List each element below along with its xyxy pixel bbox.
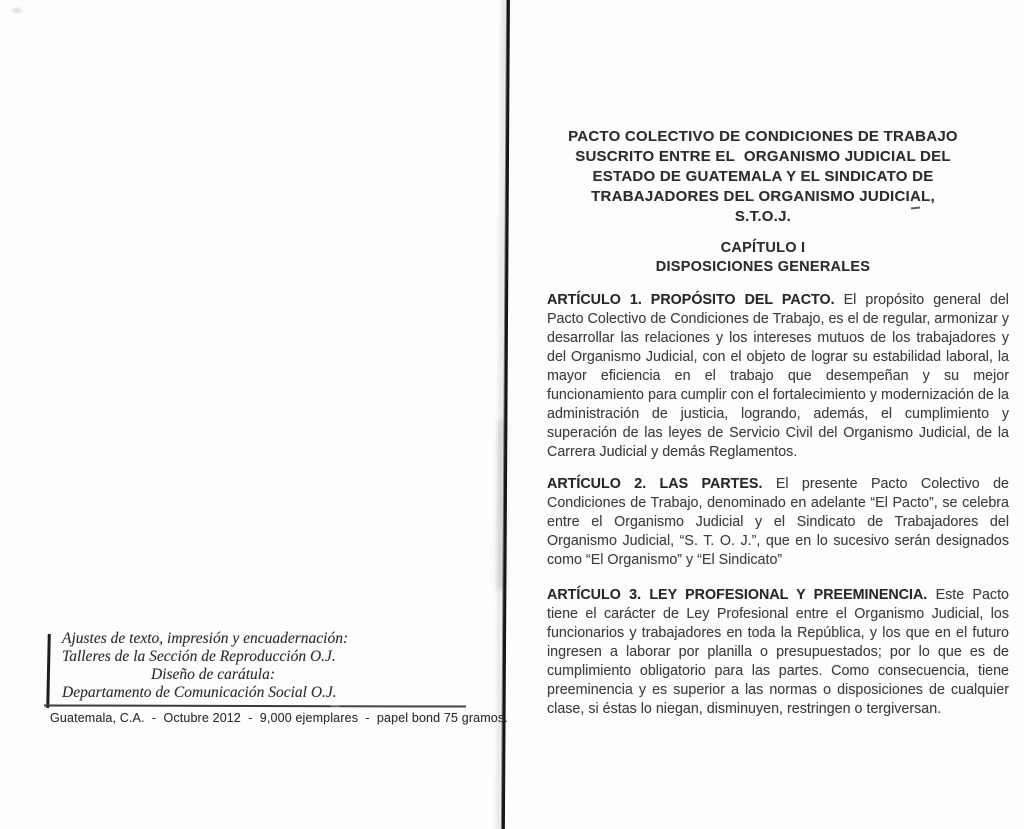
title-line: S.T.O.J.: [734, 208, 792, 225]
chapter-heading: CAPÍTULO I: [720, 240, 806, 256]
scan-speck: [10, 6, 24, 15]
title-line: PACTO COLECTIVO DE CONDICIONES DE TRABAJO: [568, 128, 958, 145]
title-line: ESTADO DE GUATEMALA Y EL SINDICATO DE: [592, 168, 934, 185]
colophon-rule: [44, 704, 466, 707]
article-2-heading: ARTÍCULO 2. LAS PARTES.: [547, 476, 763, 492]
article-3-body: Este Pacto tiene el carácter de Ley Profesional entre el Organismo Judicial, los funcionarios y trabajadores en toda la República, y los que en el futuro ingresen a laborar por planilla o presupuestados; por lo que es de cumplimiento obligatorio para las partes. Como consecuencia, tiene preeminencia y es superior a las normas o disposiciones de cualquier clase, si éstas lo niegan, disminuyen, restringen o tergiversan.: [547, 587, 1009, 717]
title-line: TRABAJADORES DEL ORGANISMO JUDICIAL,: [591, 188, 935, 205]
colophon-line: Talleres de la Sección de Reproducción O.J.: [62, 648, 336, 665]
colophon-line: Departamento de Comunicación Social O.J.: [62, 684, 337, 701]
imprint-line: Guatemala, C.A. - Octubre 2012 - 9,000 ejemplares - papel bond 75 gramos.: [50, 711, 508, 725]
article-1-body: El propósito general del Pacto Colectivo de Condiciones de Trabajo, es el de regular, armonizar y desarrollar las relaciones y los intereses mutuos de los trabajadores y del Organismo Judicial, con el objeto de lograr su estabilidad laboral, la mayor eficiencia en el trabajo que desempeñan y su mejor funcionamiento para cumplir con el fortalecimiento y modernización de la administración de justicia, logrando, además, el cumplimiento y superación de las leyes de Servicio Civil del Organismo Judicial, de la Carrera Judicial y demás Reglamentos.: [547, 292, 1009, 460]
article-2: [547, 475, 1009, 570]
book-spine-line: [502, 0, 510, 829]
right-page: [547, 127, 1009, 719]
chapter-heading-block: [547, 239, 979, 277]
colophon-block: [62, 630, 364, 702]
article-3: [547, 586, 1009, 719]
article-2-body: El presente Pacto Colectivo de Condiciones de Trabajo, denominado en adelante “El Pacto”, se celebra entre el Organismo Judicial y el Sindicato de Trabajadores del Organismo Judicial, “S. T. O. J.”, que en lo sucesivo serán designados como “El Organismo” y “El Sindicato”: [547, 476, 1009, 568]
article-1-heading: ARTÍCULO 1. PROPÓSITO DEL PACTO.: [547, 292, 835, 308]
document-title: [547, 127, 979, 227]
colophon-left-bar: [46, 634, 51, 708]
article-1: [547, 291, 1009, 462]
colophon-line: Ajustes de texto, impresión y encuadernación:: [62, 630, 349, 647]
chapter-subheading: DISPOSICIONES GENERALES: [655, 259, 871, 275]
article-3-heading: ARTÍCULO 3. LEY PROFESIONAL Y PREEMINENCIA.: [547, 587, 928, 603]
title-line: SUSCRITO ENTRE EL ORGANISMO JUDICIAL DEL: [575, 148, 951, 165]
colophon-line: Diseño de carátula:: [151, 666, 275, 683]
